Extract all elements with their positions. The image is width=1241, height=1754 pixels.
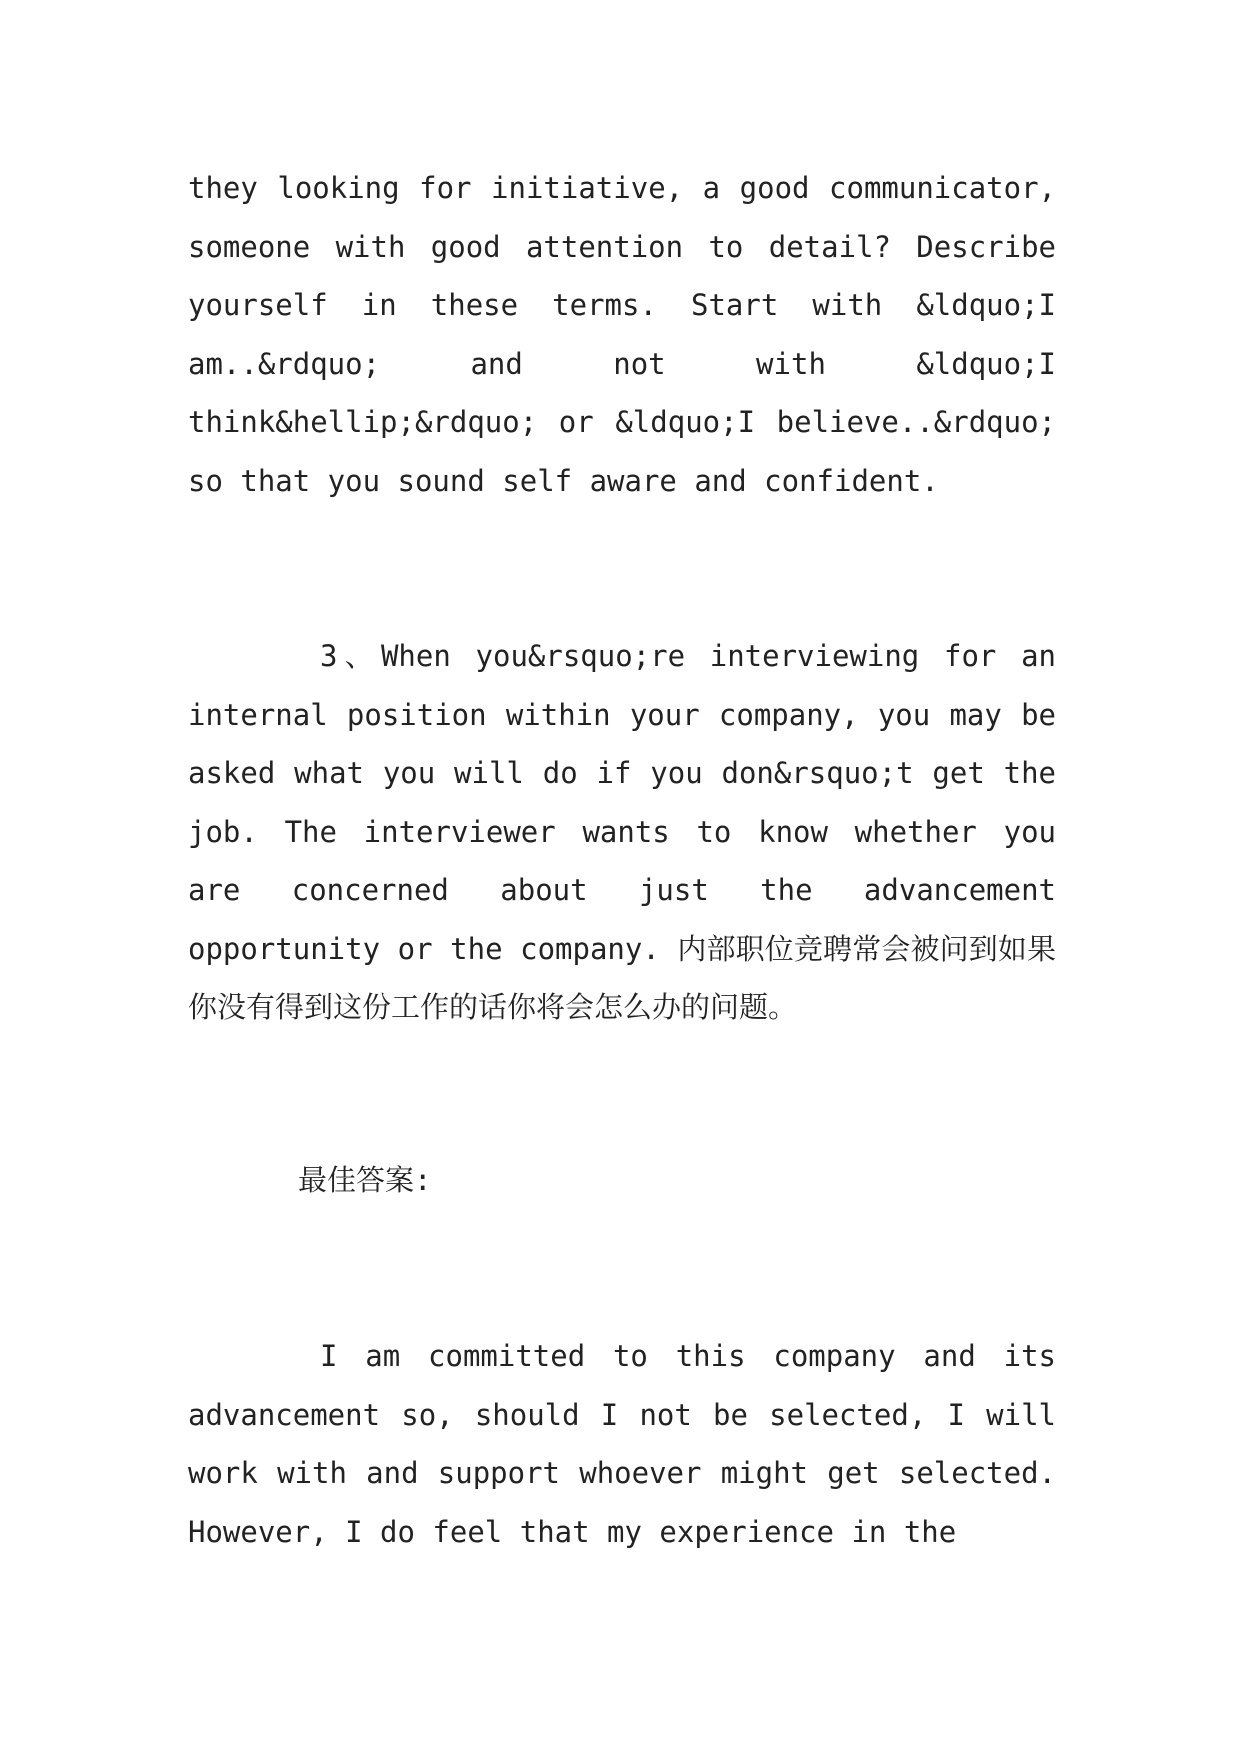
paragraph-best-answer-body: I am committed to this company and its advancement so, should I not be selected, I will work with and support whoever might get selected. However, I do feel that my experience in the	[188, 1339, 1056, 1549]
paragraph-question-3: 3、When you&rsquo;re interviewing for an internal position within your company, you may be asked what you will do if you don&rsquo;t get the job. The interviewer wants to know whether you are concerned about just the advancement opportunity or the company. 内部职位竞聘常会被问到如果你没有得到这份工作的话你将会怎么办的问题。	[188, 639, 1056, 1024]
paragraph-self-description-tip: they looking for initiative, a good communicator, someone with good attention to detail? Describe yourself in these terms. Start with &ldquo;I am..&rdquo; and not with &ldquo;I think&hellip;&rdquo; or &ldquo;I believe..&rdquo; so that you sound self aware and confident.	[188, 171, 1056, 498]
paragraph-best-answer-heading: 最佳答案:	[298, 1163, 432, 1197]
